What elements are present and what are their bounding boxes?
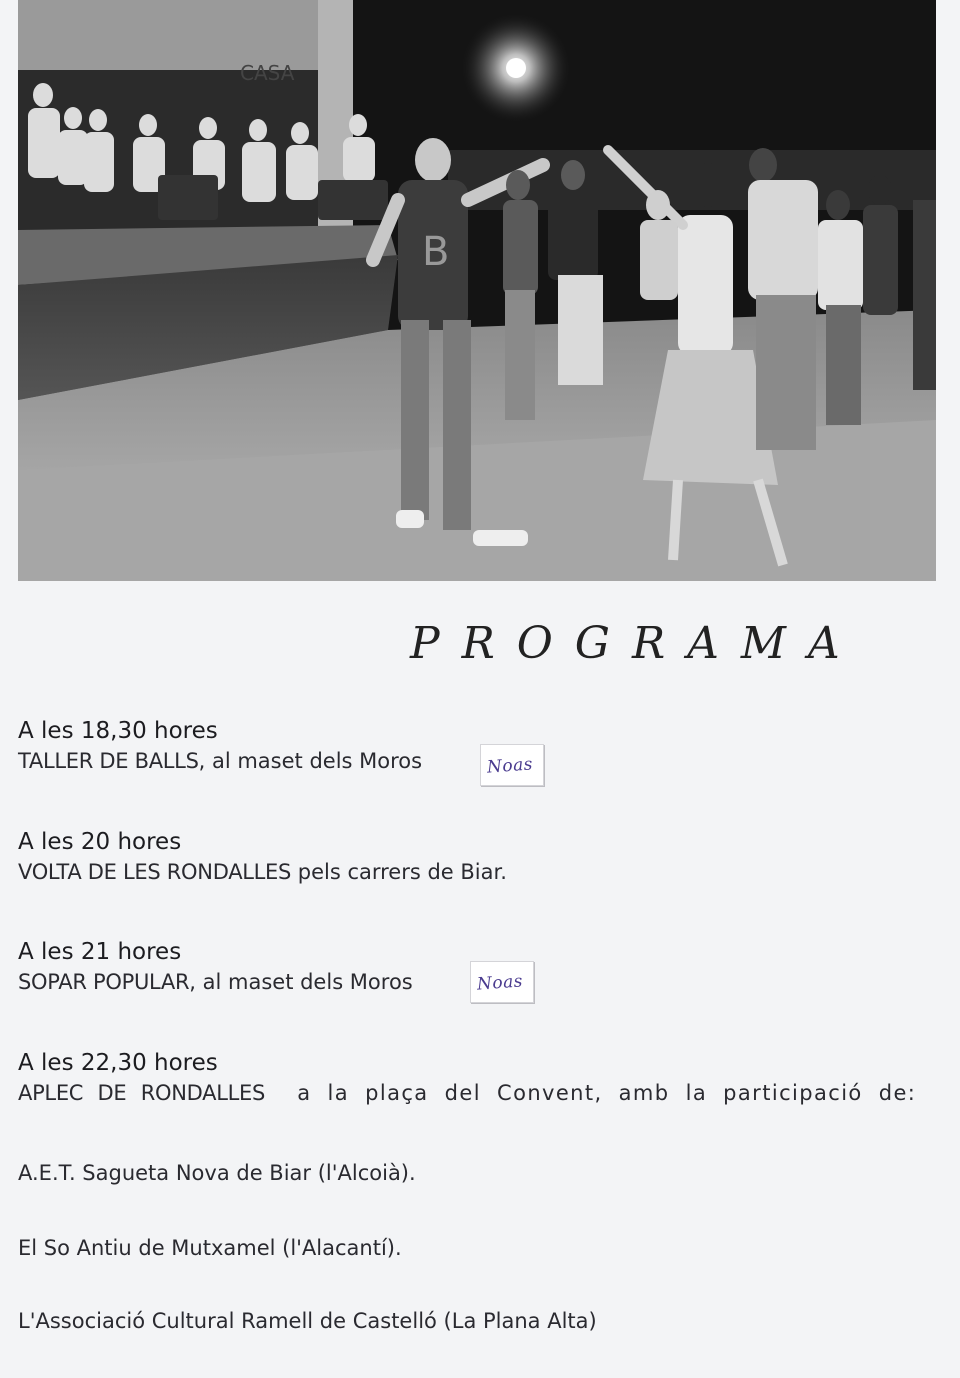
schedule-time: A les 21 hores (18, 939, 182, 965)
svg-text:B: B (422, 229, 450, 275)
schedule-description (18, 1078, 948, 1108)
handwritten-note-sticker (470, 961, 534, 1003)
schedule-location: a la plaça del Convent, amb la participació de: (265, 1081, 917, 1105)
schedule-activity: VOLTA DE LES RONDALLES (18, 860, 292, 884)
handwritten-note: Noas (476, 971, 524, 995)
schedule-description (18, 746, 948, 776)
schedule-time: A les 20 hores (18, 829, 182, 855)
schedule-location: , al maset dels Moros (198, 749, 423, 773)
schedule-location: pels carrers de Biar. (291, 860, 507, 884)
schedule-description (18, 967, 948, 997)
schedule-entry (18, 1048, 948, 1108)
sign-text: CASA (240, 61, 295, 85)
schedule-time: A les 18,30 hores (18, 718, 218, 744)
schedule-entry (18, 937, 948, 997)
program-title: PROGRAMA (410, 618, 862, 669)
handwritten-note-sticker (480, 744, 544, 786)
schedule-activity: SOPAR POPULAR (18, 970, 190, 994)
event-photo (18, 0, 936, 581)
participant-item: El So Antiu de Mutxamel (l'Alacantí). (18, 1236, 402, 1260)
participant-item: A.E.T. Sagueta Nova de Biar (l'Alcoià). (18, 1161, 416, 1185)
handwritten-note: Noas (486, 754, 534, 778)
schedule-time: A les 22,30 hores (18, 1050, 218, 1076)
schedule-entry (18, 827, 948, 887)
schedule-entry (18, 716, 948, 776)
dancers-photo-illustration (18, 0, 936, 581)
participant-item: L'Associació Cultural Ramell de Castelló (La Plana Alta) (18, 1309, 597, 1333)
schedule-location: , al maset dels Moros (189, 970, 413, 994)
schedule-description (18, 857, 948, 887)
schedule-activity: TALLER DE BALLS (18, 749, 199, 773)
schedule-activity: APLEC DE RONDALLES (18, 1081, 266, 1105)
